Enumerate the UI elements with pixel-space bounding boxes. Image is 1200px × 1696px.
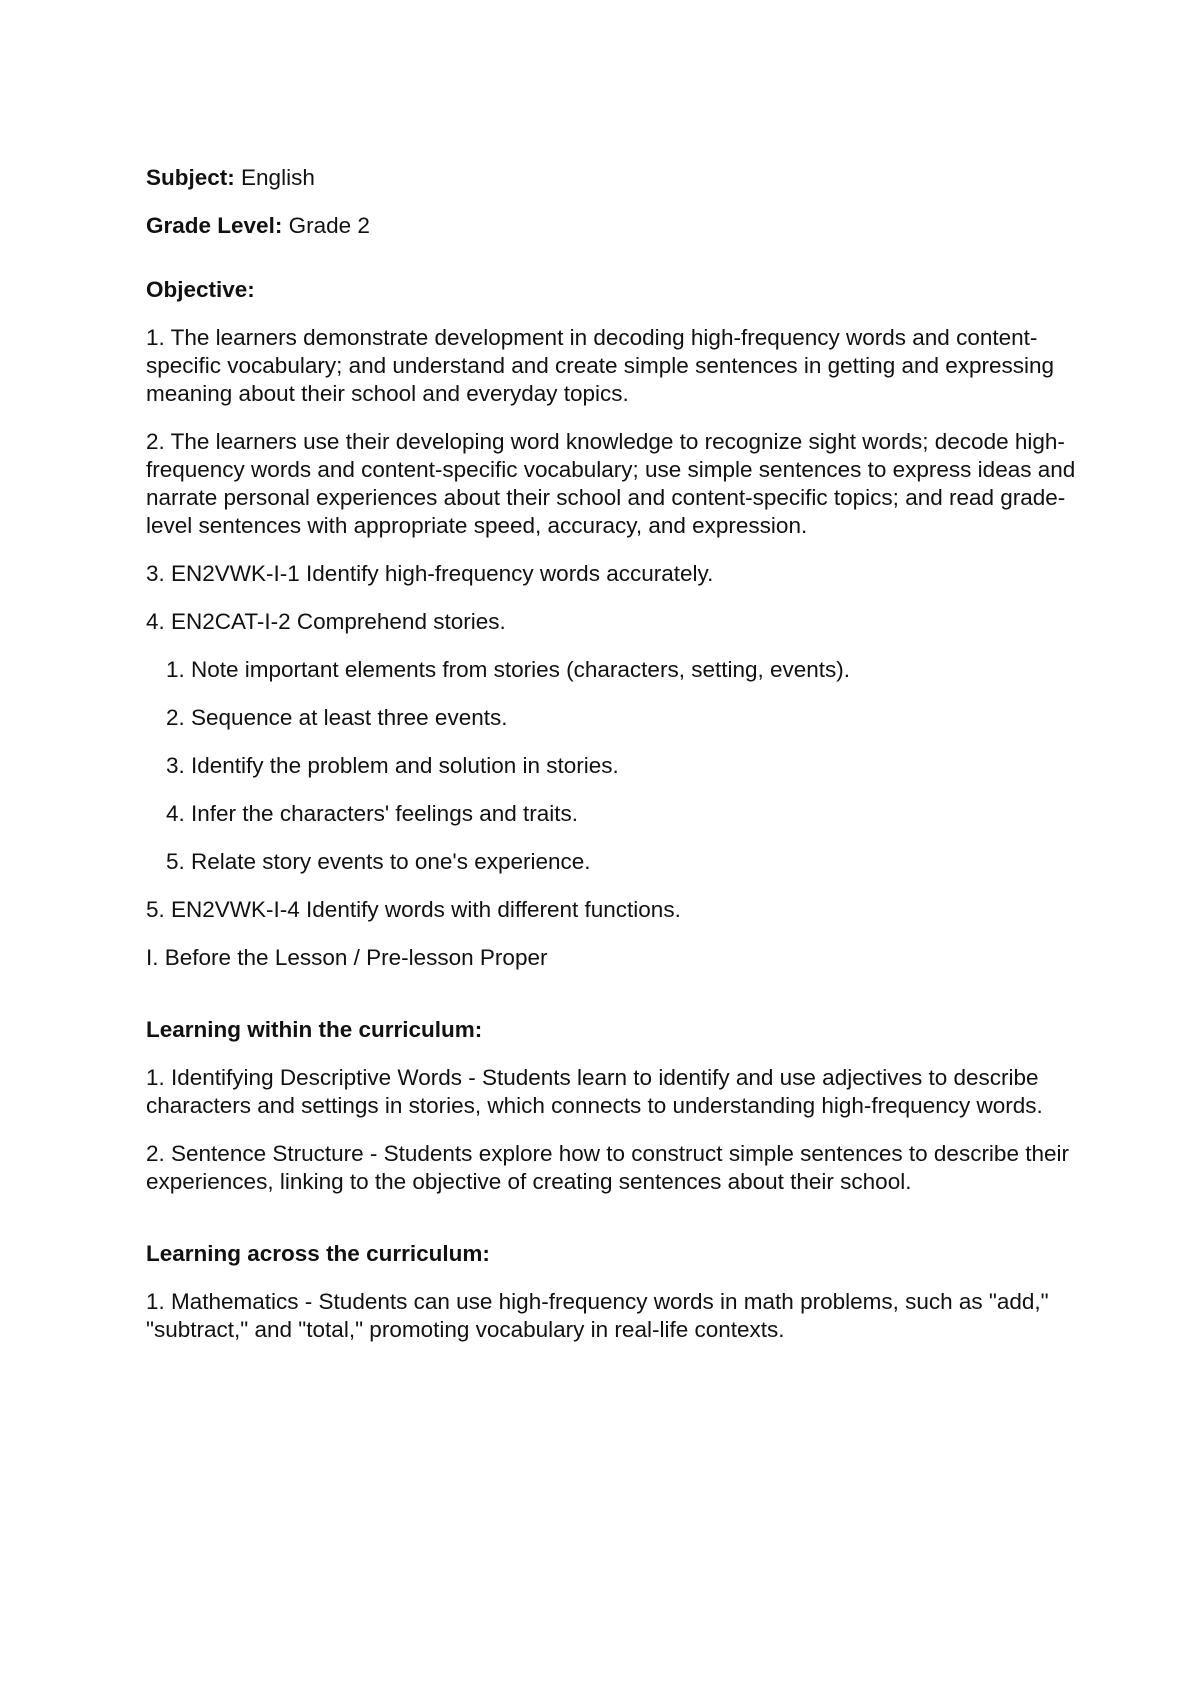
- grade-level-label: Grade Level:: [146, 213, 283, 238]
- objective-item-3: 3. EN2VWK-I-1 Identify high-frequency words accurately.: [146, 561, 714, 586]
- objective-item-5: 5. EN2VWK-I-4 Identify words with different functions.: [146, 897, 681, 922]
- objective-subitem-5: 5. Relate story events to one's experience.: [166, 849, 591, 874]
- within-item-2: 2. Sentence Structure - Students explore how to construct simple sentences to describe their experiences, linking to the objective of creating sentences about their school.: [146, 1141, 1069, 1194]
- objective-item-4: 4. EN2CAT-I-2 Comprehend stories.: [146, 609, 506, 634]
- across-item-1: 1. Mathematics - Students can use high-frequency words in math problems, such as "add," "subtract," and "total," promoting vocabulary in real-life contexts.: [146, 1289, 1049, 1342]
- within-item-1: 1. Identifying Descriptive Words - Students learn to identify and use adjectives to describe characters and settings in stories, which connects to understanding high-frequency words.: [146, 1065, 1043, 1118]
- grade-level-line: [146, 212, 1076, 240]
- subject-label: Subject:: [146, 165, 235, 190]
- subject-line: [146, 164, 1076, 192]
- objective-item-2: 2. The learners use their developing word knowledge to recognize sight words; decode high-frequency words and content-specific vocabulary; use simple sentences to express ideas and narrate personal experiences about their school and content-specific topics; and read grade-level sentences with appropriate speed, accuracy, and expression.: [146, 429, 1076, 538]
- objective-subitem-1: 1. Note important elements from stories (characters, setting, events).: [166, 657, 851, 682]
- objective-subitem-2: 2. Sequence at least three events.: [166, 705, 508, 730]
- within-curriculum-heading: Learning within the curriculum:: [146, 1017, 483, 1042]
- objective-item-1: 1. The learners demonstrate development in decoding high-frequency words and content-specific vocabulary; and understand and create simple sentences in getting and expressing meaning about their school and everyday topics.: [146, 325, 1055, 406]
- objective-heading: Objective:: [146, 277, 255, 302]
- subject-value: English: [241, 165, 315, 190]
- objective-subitem-3: 3. Identify the problem and solution in stories.: [166, 753, 619, 778]
- across-curriculum-heading: Learning across the curriculum:: [146, 1241, 490, 1266]
- before-lesson-line: I. Before the Lesson / Pre-lesson Proper: [146, 945, 548, 970]
- grade-level-value: Grade 2: [288, 213, 370, 238]
- document-page: [146, 164, 1076, 1364]
- objective-subitem-4: 4. Infer the characters' feelings and traits.: [166, 801, 579, 826]
